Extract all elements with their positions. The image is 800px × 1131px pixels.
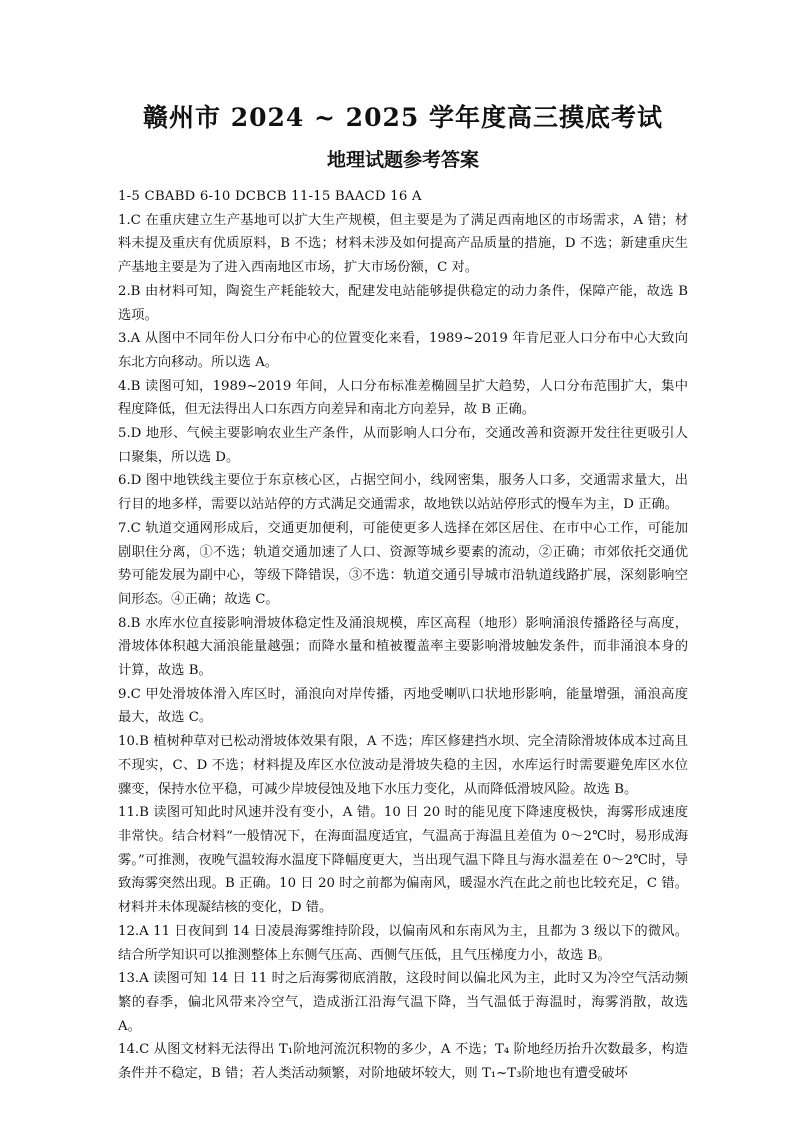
explanation-item: 2.B 由材料可知，陶瓷生产耗能较大，配建发电站能够提供稳定的动力条件，保障产能，故选 B 选项。: [118, 283, 688, 323]
explanation-item: 6.D 图中地铁线主要位于东京核心区，占据空间小，线网密集，服务人口多，交通需求量大，出行目的地多样，需要以站站停的方式满足交通需求，故地铁以站站停形式的慢车为主，D 正确。: [118, 473, 688, 513]
explanation-item: 5.D 地形、气候主要影响农业生产条件，从而影响人口分布，交通改善和资源开发往往更吸引人口聚集，所以选 D。: [118, 426, 688, 465]
answer-content: [118, 185, 688, 1086]
explanation-item: 1.C 在重庆建立生产基地可以扩大生产规模，但主要是为了满足西南地区的市场需求，A 错；材料未提及重庆有优质原料，B 不选；材料未涉及如何提高产品质量的措施，D 不选；新建重庆生产基地主要是为了进入西南地区市场，扩大市场份额，C 对。: [118, 212, 688, 276]
explanation-item: 11.B 读图可知此时风速并没有变小，A 错。10 日 20 时的能见度下降速度极快，海雾形成速度非常快。结合材料“一般情况下，在海面温度适宜，气温高于海温且差值为 0～2℃时，易形成海雾。”可推测，夜晚气温较海水温度下降幅度更大，当出现气温下降且与海水温差在 0～2℃时，导致海雾突然出现。B 正确。10 日 20 时之前都为偏南风，暖湿水汽在此之前也比较充足，C 错。材料并未体现凝结核的变化，D 错。: [118, 805, 688, 916]
explanation-item: 10.B 植树种草对已松动滑坡体效果有限，A 不选；库区修建挡水坝、完全清除滑坡体成本过高且不现实，C、D 不选；材料提及库区水位波动是滑坡失稳的主因，水库运行时需要避免库区水位骤变，保持水位平稳，可减少岸坡侵蚀及地下水压力变化，从而降低滑坡风险。故选 B。: [118, 734, 688, 797]
page-subtitle: 地理试题参考答案: [326, 149, 479, 171]
explanation-item: 7.C 轨道交通网形成后，交通更加便利，可能使更多人选择在郊区居住、在市中心工作，可能加剧职住分离，①不选；轨道交通加速了人口、资源等城乡要素的流动，②正确；市郊依托交通优势可能发展为副中心，等级下降错误，③不选：轨道交通引导城市沿轨道线路扩展，深刻影响空间形态。④正确；故选 C。: [118, 520, 688, 607]
explanation-item: 9.C 甲处滑坡体滑入库区时，涌浪向对岸传播，丙地受喇叭口状地形影响，能量增强，涌浪高度最大，故选 C。: [118, 686, 688, 726]
explanation-item: 13.A 读图可知 14 日 11 时之后海雾彻底消散，这段时间以偏北风为主，此时又为冷空气活动频繁的春季，偏北风带来冷空气，造成浙江沿海气温下降，当气温低于海温时，海雾消散，故选 A。: [118, 971, 688, 1034]
explanation-item: 8.B 水库水位直接影响滑坡体稳定性及涌浪规模，库区高程（地形）影响涌浪传播路径与高度，滑坡体体积越大涌浪能量越强；而降水量和植被覆盖率主要影响滑坡触发条件，而非涌浪本身的计算，故选 B。: [118, 615, 688, 679]
explanation-item: 4.B 读图可知，1989~2019 年间，人口分布标准差椭圆呈扩大趋势，人口分布范围扩大，集中程度降低，但无法得出人口东西方向差异和南北方向差异，故 B 正确。: [118, 378, 688, 418]
page-title: 赣州市 2024 ~ 2025 学年度高三摸底考试: [143, 103, 663, 132]
explanation-item: 12.A 11 日夜间到 14 日凌晨海雾维持阶段，以偏南风和东南风为主，且都为 3 级以下的微风。结合所学知识可以推测整体上东侧气压高、西侧气压低，且气压梯度力小，故选 B。: [118, 923, 688, 963]
explanation-item: 14.C 从图文材料无法得出 T₁阶地河流沉积物的多少，A 不选；T₄ 阶地经历抬升次数最多，构造条件并不稳定，B 错；若人类活动频繁，对阶地破坏较大，则 T₁~T₃阶地也有遭受破坏: [118, 1042, 688, 1082]
explanation-item: 3.A 从图中不同年份人口分布中心的位置变化来看，1989~2019 年肯尼亚人口分布中心大致向东北方向移动。所以选 A。: [118, 331, 688, 370]
answer-key-line: 1-5 CBABD 6-10 DCBCB 11-15 BAACD 16 A: [118, 189, 422, 204]
